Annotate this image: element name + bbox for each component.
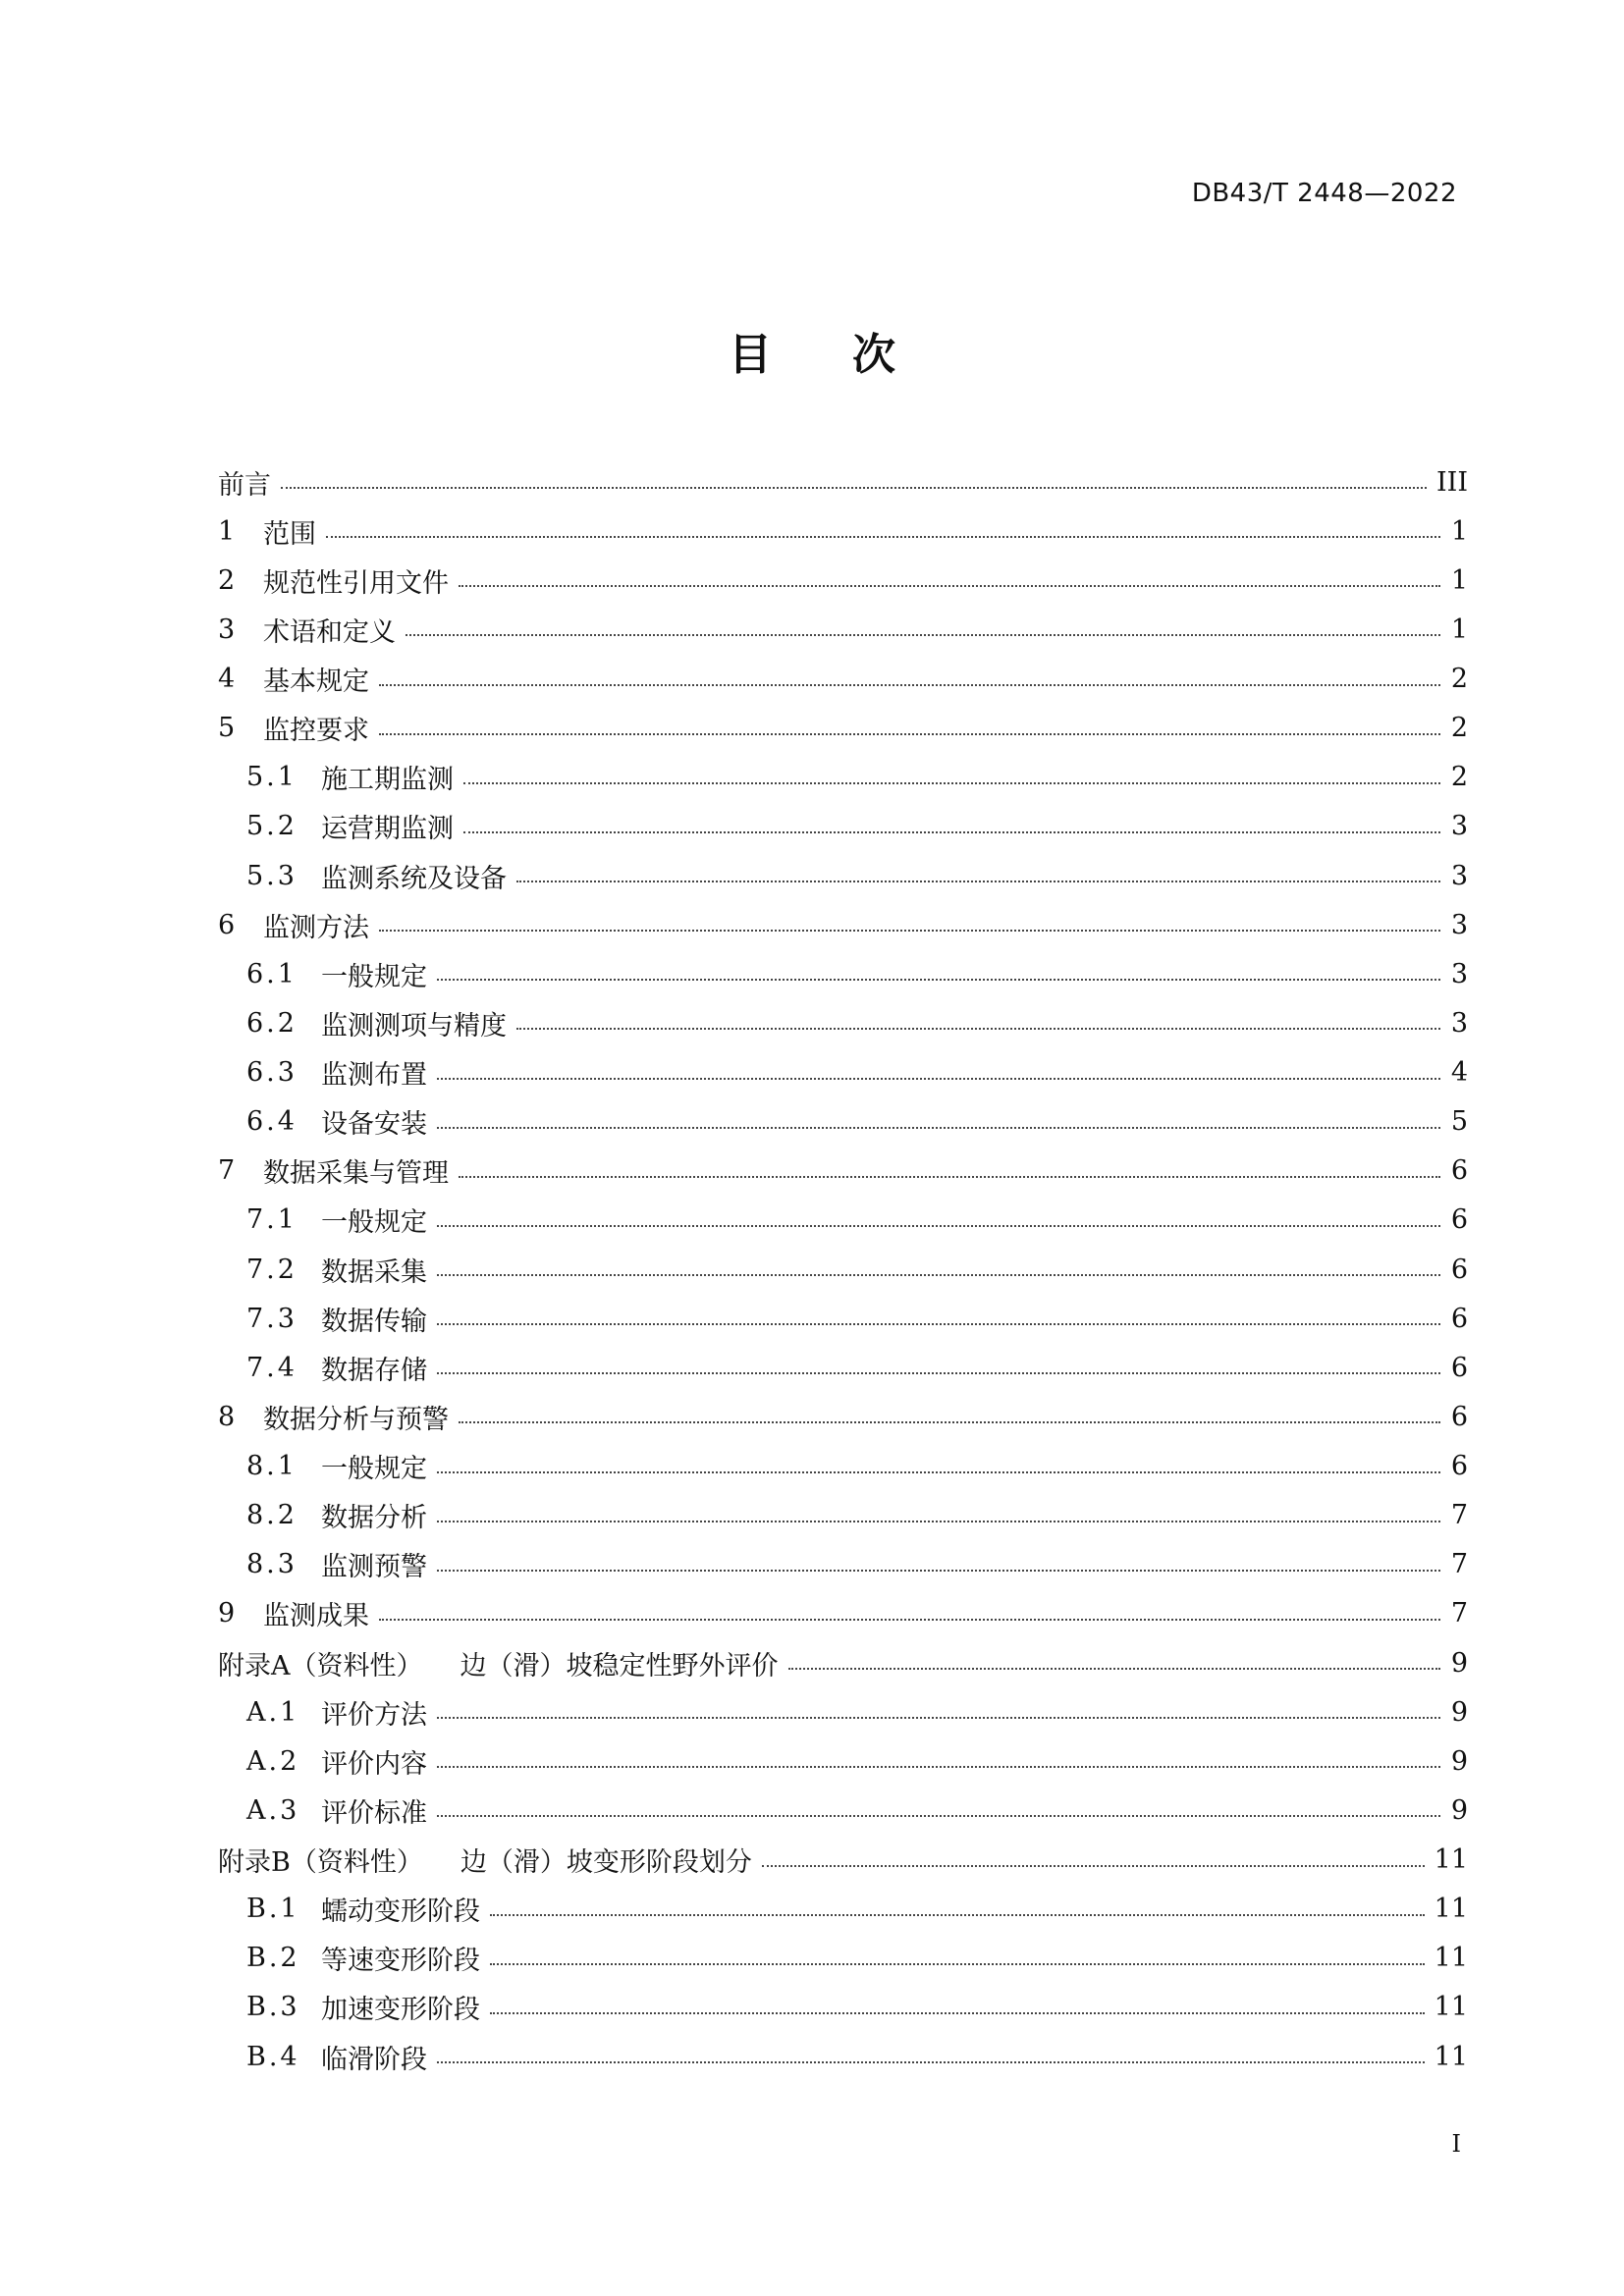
- toc-entry[interactable]: [218, 802, 1468, 851]
- toc-entry-title: 附录B（资料性）: [218, 1847, 423, 1879]
- page-number: I: [1451, 2130, 1461, 2158]
- toc-entry-page: III: [1436, 466, 1468, 498]
- toc-entry-title: 一般规定: [321, 961, 427, 992]
- toc-entry-title: 设备安装: [321, 1109, 427, 1141]
- dot-leader: [437, 1766, 1440, 1768]
- toc-entry-title: 监测系统及设备: [321, 863, 507, 894]
- dot-leader: [516, 881, 1440, 882]
- toc-entry-page: 2: [1450, 762, 1468, 793]
- toc-entry[interactable]: [218, 1097, 1468, 1147]
- dot-leader: [379, 1619, 1440, 1621]
- toc-entry-number: A.2: [246, 1745, 300, 1777]
- toc-entry-number: 3: [218, 614, 236, 645]
- toc-entry-label: [321, 1496, 427, 1534]
- toc-entry[interactable]: [218, 1836, 1468, 1885]
- toc-entry-number: B.4: [246, 2041, 300, 2072]
- toc-entry-title: 评价标准: [321, 1797, 427, 1829]
- dot-leader: [459, 585, 1440, 587]
- toc-entry-label: [218, 1644, 779, 1682]
- toc-entry[interactable]: [218, 1934, 1468, 1983]
- dot-leader: [281, 487, 1427, 489]
- toc-entry-label: [263, 709, 369, 747]
- toc-entry-title: 运营期监测: [321, 814, 454, 845]
- toc-entry[interactable]: [218, 1245, 1468, 1294]
- toc-entry-page: 3: [1450, 860, 1468, 891]
- toc-entry-title: 评价方法: [321, 1699, 427, 1731]
- toc-entry-label: [321, 1791, 427, 1830]
- toc-entry[interactable]: [218, 556, 1468, 605]
- toc-entry[interactable]: [218, 1540, 1468, 1589]
- toc-entry-title: 监测测项与精度: [321, 1010, 507, 1041]
- dot-leader: [437, 1372, 1440, 1374]
- toc-entry-label: [218, 463, 271, 502]
- dot-leader: [437, 1323, 1440, 1325]
- toc-entry-label: [321, 1693, 427, 1732]
- toc-entry-number: 6.1: [246, 958, 298, 989]
- toc-entry-page: 2: [1450, 713, 1468, 744]
- toc-entry[interactable]: [218, 1491, 1468, 1540]
- toc-entry-title: 前言: [218, 469, 271, 501]
- toc-entry-title: 数据分析: [321, 1503, 427, 1534]
- toc-entry-number: A.3: [246, 1794, 300, 1826]
- toc-entry[interactable]: [218, 704, 1468, 753]
- toc-entry[interactable]: [218, 998, 1468, 1047]
- dot-leader: [437, 1274, 1440, 1276]
- toc-entry-page: 6: [1450, 1303, 1468, 1334]
- toc-entry[interactable]: [218, 1786, 1468, 1835]
- toc-entry-page: 11: [1434, 1992, 1468, 2023]
- toc-entry[interactable]: [218, 1196, 1468, 1245]
- toc-entry-number: B.3: [246, 1992, 300, 2023]
- toc-entry-number: 5.1: [246, 762, 298, 793]
- toc-entry-number: 6: [218, 909, 236, 940]
- toc-entry[interactable]: [218, 1736, 1468, 1786]
- toc-entry-page: 11: [1434, 1844, 1468, 1876]
- toc-entry-title: 监控要求: [263, 716, 369, 747]
- dot-leader: [379, 733, 1440, 735]
- toc-entry[interactable]: [218, 1983, 1468, 2032]
- toc-entry-label: [263, 1398, 449, 1436]
- toc-entry-number: 7.1: [246, 1204, 298, 1236]
- page-title: [0, 319, 1624, 382]
- toc-entry-number: 8: [218, 1401, 236, 1432]
- dot-leader: [437, 1570, 1440, 1572]
- toc-entry-page: 2: [1450, 664, 1468, 695]
- toc-entry-title: 一般规定: [321, 1454, 427, 1485]
- toc-entry-label: [263, 1151, 449, 1190]
- toc-entry[interactable]: [218, 1343, 1468, 1392]
- toc-entry-page: 9: [1450, 1794, 1468, 1826]
- toc-entry-number: 8.2: [246, 1500, 298, 1531]
- toc-entry-title: 监测成果: [263, 1601, 369, 1632]
- dot-leader: [762, 1865, 1425, 1867]
- toc-entry-title: 监测布置: [321, 1060, 427, 1092]
- toc-entry-page: 4: [1450, 1057, 1468, 1089]
- toc-entry-label: [321, 1988, 480, 2026]
- dot-leader: [463, 782, 1440, 784]
- toc-entry-page: 6: [1450, 1401, 1468, 1432]
- toc-entry-title: 数据分析与预警: [263, 1404, 449, 1435]
- dot-leader: [379, 684, 1440, 686]
- toc-entry-page: 3: [1450, 811, 1468, 842]
- toc-entry-title: 等速变形阶段: [321, 1946, 480, 1977]
- dot-leader: [490, 1963, 1425, 1965]
- toc-entry-label: [321, 1447, 427, 1485]
- toc-entry-title: 术语和定义: [263, 616, 396, 648]
- toc-entry-title: 一般规定: [321, 1207, 427, 1239]
- toc-entry-title: 数据采集: [321, 1256, 427, 1288]
- toc-entry-label: [263, 512, 316, 551]
- toc-entry-page: 9: [1450, 1696, 1468, 1728]
- toc-entry-number: 5.2: [246, 811, 298, 842]
- toc-entry-label: [263, 611, 396, 649]
- toc-entry-label: [263, 660, 369, 698]
- toc-entry-label: [321, 1201, 427, 1239]
- dot-leader: [326, 536, 1440, 538]
- toc-entry-title: 蠕动变形阶段: [321, 1896, 480, 1928]
- dot-leader: [406, 634, 1440, 636]
- dot-leader: [463, 831, 1440, 833]
- toc-entry-title: 数据传输: [321, 1306, 427, 1337]
- toc-entry-number: 4: [218, 664, 236, 695]
- toc-entry[interactable]: [218, 851, 1468, 900]
- dot-leader: [379, 930, 1440, 932]
- toc-entry-title: 监测预警: [321, 1552, 427, 1583]
- toc-entry-page: 1: [1450, 614, 1468, 645]
- toc-entry-number: 8.3: [246, 1549, 298, 1580]
- toc-entry-number: 5.3: [246, 860, 298, 891]
- toc-entry-subtitle: 边（滑）坡变形阶段划分: [460, 1847, 752, 1879]
- toc-entry-title: 评价内容: [321, 1748, 427, 1780]
- toc-entry-number: 7.3: [246, 1303, 298, 1334]
- dot-leader: [490, 1914, 1425, 1916]
- toc-entry[interactable]: [218, 1442, 1468, 1491]
- toc-entry-label: [321, 1300, 427, 1338]
- toc-entry-title: 临滑阶段: [321, 2044, 427, 2075]
- toc-entry-title: 施工期监测: [321, 765, 454, 796]
- toc-entry-label: [321, 1004, 507, 1042]
- toc-entry-page: 3: [1450, 1007, 1468, 1039]
- toc-entry-page: 6: [1450, 1451, 1468, 1482]
- toc-entry-page: 6: [1450, 1352, 1468, 1383]
- title-part-1: 目: [729, 330, 772, 380]
- toc-entry-number: 2: [218, 564, 236, 596]
- toc-entry-label: [321, 2038, 427, 2076]
- toc-entry-number: 6.4: [246, 1106, 298, 1138]
- toc-entry-number: 9: [218, 1598, 236, 1629]
- toc-entry-page: 11: [1434, 1894, 1468, 1925]
- dot-leader: [459, 1421, 1440, 1423]
- toc-entry-label: [321, 1251, 427, 1289]
- toc-entry-number: 5: [218, 713, 236, 744]
- toc-entry-page: 7: [1450, 1500, 1468, 1531]
- title-part-2: 次: [852, 330, 895, 380]
- toc-entry-number: 7.2: [246, 1254, 298, 1285]
- dot-leader: [459, 1176, 1440, 1178]
- table-of-contents: [218, 457, 1468, 2081]
- toc-entry-label: [321, 1053, 427, 1092]
- dot-leader: [437, 2061, 1425, 2063]
- toc-entry-page: 1: [1450, 515, 1468, 547]
- dot-leader: [437, 1471, 1440, 1473]
- toc-entry-label: [321, 1545, 427, 1583]
- toc-entry-page: 3: [1450, 909, 1468, 940]
- dot-leader: [437, 1717, 1440, 1719]
- toc-entry[interactable]: [218, 2032, 1468, 2081]
- toc-entry-label: [321, 857, 507, 895]
- toc-entry[interactable]: [218, 605, 1468, 654]
- toc-entry[interactable]: [218, 507, 1468, 556]
- toc-entry[interactable]: [218, 1638, 1468, 1687]
- toc-entry-number: 7: [218, 1155, 236, 1187]
- toc-entry-page: 5: [1450, 1106, 1468, 1138]
- toc-entry[interactable]: [218, 1392, 1468, 1441]
- toc-entry-page: 6: [1450, 1254, 1468, 1285]
- toc-entry-label: [321, 807, 454, 845]
- toc-entry[interactable]: [218, 655, 1468, 704]
- toc-entry-title: 基本规定: [263, 667, 369, 698]
- toc-entry-number: 1: [218, 515, 236, 547]
- toc-entry-title: 监测方法: [263, 912, 369, 943]
- toc-entry-label: [321, 955, 427, 993]
- toc-entry-page: 9: [1450, 1745, 1468, 1777]
- toc-entry[interactable]: [218, 1147, 1468, 1196]
- toc-entry-page: 7: [1450, 1549, 1468, 1580]
- toc-entry-page: 3: [1450, 958, 1468, 989]
- toc-entry-label: [263, 561, 449, 600]
- toc-entry-title: 数据采集与管理: [263, 1158, 449, 1190]
- toc-entry[interactable]: [218, 949, 1468, 998]
- toc-entry-page: 1: [1450, 564, 1468, 596]
- toc-entry[interactable]: [218, 1048, 1468, 1097]
- toc-entry-label: [263, 1594, 369, 1632]
- toc-entry-label: [321, 758, 454, 796]
- toc-entry-number: 6.3: [246, 1057, 298, 1089]
- toc-entry-page: 11: [1434, 2041, 1468, 2072]
- toc-entry-title: 数据存储: [321, 1355, 427, 1386]
- toc-entry-number: B.1: [246, 1894, 300, 1925]
- dot-leader: [437, 1127, 1440, 1129]
- toc-entry-label: [263, 906, 369, 944]
- toc-entry-label: [321, 1890, 480, 1928]
- dot-leader: [437, 1078, 1440, 1080]
- dot-leader: [490, 2012, 1425, 2014]
- toc-entry-page: 11: [1434, 1943, 1468, 1974]
- toc-entry-number: B.2: [246, 1943, 300, 1974]
- toc-entry-number: 6.2: [246, 1007, 298, 1039]
- toc-entry-page: 9: [1450, 1647, 1468, 1679]
- toc-entry[interactable]: [218, 1885, 1468, 1934]
- dot-leader: [516, 1028, 1440, 1030]
- toc-entry-number: 8.1: [246, 1451, 298, 1482]
- toc-entry-number: A.1: [246, 1696, 300, 1728]
- dot-leader: [437, 979, 1440, 981]
- toc-entry[interactable]: [218, 1589, 1468, 1638]
- toc-entry[interactable]: [218, 1687, 1468, 1736]
- toc-entry-page: 6: [1450, 1155, 1468, 1187]
- toc-entry-label: [218, 1841, 752, 1879]
- toc-entry-page: 6: [1450, 1204, 1468, 1236]
- toc-entry-title: 范围: [263, 518, 316, 550]
- toc-entry-label: [321, 1939, 480, 1977]
- toc-entry[interactable]: [218, 900, 1468, 949]
- toc-entry-title: 规范性引用文件: [263, 567, 449, 599]
- dot-leader: [437, 1521, 1440, 1522]
- toc-entry-label: [321, 1742, 427, 1781]
- toc-entry-title: 加速变形阶段: [321, 1995, 480, 2026]
- document-code: DB43/T 2448—2022: [1191, 179, 1457, 208]
- toc-entry[interactable]: [218, 457, 1468, 507]
- toc-entry-label: [321, 1102, 427, 1141]
- toc-entry-label: [321, 1349, 427, 1387]
- toc-entry[interactable]: [218, 1294, 1468, 1343]
- toc-entry-title: 附录A（资料性）: [218, 1650, 423, 1682]
- toc-entry-subtitle: 边（滑）坡稳定性野外评价: [460, 1650, 779, 1682]
- dot-leader: [437, 1815, 1440, 1817]
- toc-entry[interactable]: [218, 753, 1468, 802]
- toc-entry-page: 7: [1450, 1598, 1468, 1629]
- dot-leader: [788, 1668, 1441, 1670]
- toc-entry-number: 7.4: [246, 1352, 298, 1383]
- dot-leader: [437, 1225, 1440, 1227]
